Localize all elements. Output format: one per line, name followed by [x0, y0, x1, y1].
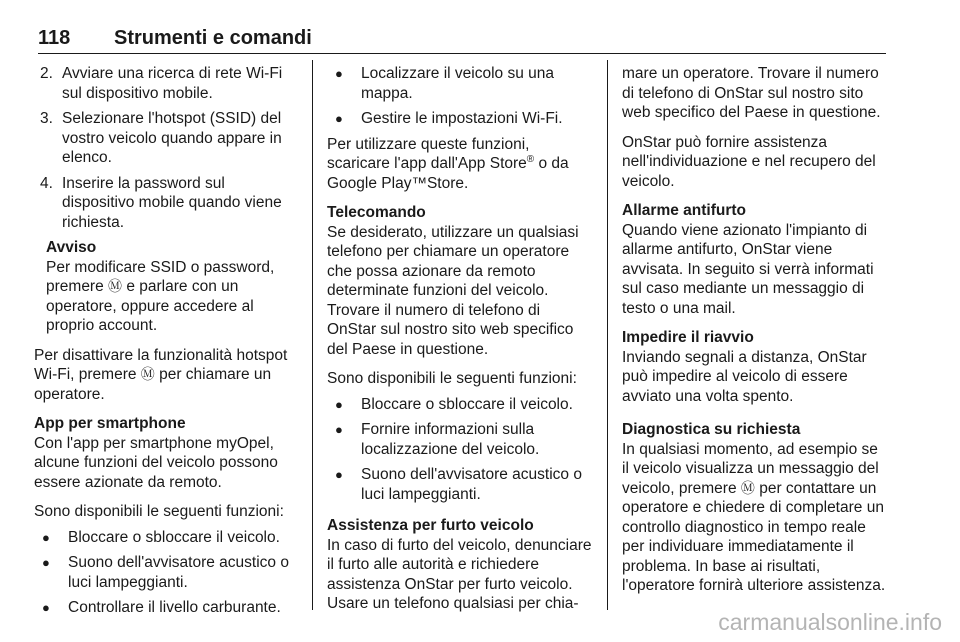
column-2 [327, 64, 593, 624]
onstar-service-icon: Ⓜ [140, 366, 155, 382]
bullet-icon: ● [335, 467, 343, 482]
column-1 [34, 64, 298, 624]
list-item: ● Localizzare il veicolo su una mappa. [335, 65, 554, 102]
section-title: Telecomando [327, 204, 426, 221]
paragraph: In caso di furto del veicolo, denunciare il furto alle autorità e richiedere assistenza OnStar per furto veicolo. Usare un telefono qualsiasi per chia- [327, 536, 592, 612]
list-intro: Sono disponibili le seguenti funzioni: [327, 370, 577, 387]
paragraph: Inviando segnali a distanza, OnStar può impedire al veicolo di essere avviato una volta spento. [622, 348, 867, 405]
bullet-icon: ● [335, 111, 343, 126]
bullet-icon: ● [42, 555, 50, 570]
section-title: App per smartphone [34, 415, 186, 432]
bullet-icon: ● [335, 396, 343, 412]
list-intro: Sono disponibili le seguenti funzioni: [34, 503, 284, 520]
step-item: 2. Avviare una ricerca di rete Wi-Fi sul dispositivo mobile. [40, 65, 283, 102]
list-item: ● Gestire le impostazioni Wi-Fi. [335, 110, 563, 127]
page-header [38, 27, 886, 54]
paragraph: In qualsiasi momento, ad esempio se il veicolo visualizza un messaggio del veicolo, premere Ⓜ per contattare un operatore e chiedere di completare un controllo diagnostico in tempo reale per individuare immediatamente il problema. In base ai risultati, l'operatore fornirà ulteriore assistenza. [622, 440, 886, 594]
note-title: Avviso [46, 239, 97, 256]
step-item: 3. Selezionare l'hotspot (SSID) del vostro veicolo quando appare in elenco. [40, 110, 282, 166]
paragraph: Con l'app per smartphone myOpel, alcune funzioni del veicolo possono essere azionate da remoto. [34, 434, 278, 491]
bullet-icon: ● [42, 529, 50, 545]
list-item: ● Bloccare o sbloccare il veicolo. [335, 395, 573, 413]
list-item: ● Fornire informazioni sulla localizzazione del veicolo. [335, 421, 540, 458]
list-item: ● Suono dell'avvisatore acustico o luci lampeggianti. [335, 466, 582, 503]
list-item: ● Suono dell'avvisatore acustico o luci lampeggianti. [42, 554, 289, 591]
column-divider [312, 60, 313, 610]
paragraph: OnStar può fornire assistenza nell'individuazione e nel recupero del veicolo. [622, 133, 876, 190]
paragraph: Per utilizzare queste funzioni, scaricare l'app dall'App Store® o da Google Play™Store. [327, 135, 569, 192]
paragraph: Quando viene azionato l'impianto di allarme antifurto, OnStar viene avvisata. In seguito si verrà informati sul caso mediante un messaggio di testo o una mail. [622, 221, 874, 317]
page-title: Strumenti e comandi [114, 27, 312, 49]
onstar-service-icon: Ⓜ [740, 479, 755, 496]
list-item: ● Bloccare o sbloccare il veicolo. [42, 528, 280, 546]
bullet-icon: ● [335, 66, 343, 81]
section-title: Allarme antifurto [622, 202, 747, 219]
list-item: ● Controllare il livello carburante. [42, 599, 281, 616]
bullet-icon: ● [42, 600, 50, 615]
paragraph: mare un operatore. Trovare il numero di telefono di OnStar sul nostro sito web specifico del Paese in questione. [622, 65, 881, 121]
bullet-icon: ● [335, 422, 343, 437]
section-title: Impedire il riavvio [622, 329, 754, 346]
paragraph: Se desiderato, utilizzare un qualsiasi telefono per chiamare un operatore che possa azionare da remoto determinate funzioni del veicolo. Trovare il numero di telefono di OnStar sul nostro sito web specifico del Paese in questione. [327, 223, 579, 358]
page-number: 118 [38, 27, 71, 49]
step-item: 4. Inserire la password sul dispositivo mobile quando viene richiesta. [40, 174, 282, 231]
column-3 [622, 64, 888, 606]
note-text: Per modificare SSID o password, premere Ⓜ e parlare con un operatore, oppure accedere al proprio account. [46, 258, 275, 334]
section-title: Assistenza per furto veicolo [327, 517, 534, 534]
note-box [34, 238, 298, 336]
column-divider [607, 60, 608, 610]
paragraph: Per disattivare la funzionalità hotspot Wi-Fi, premere Ⓜ per chiamare un operatore. [34, 346, 288, 403]
watermark: carmanualsonline.info [718, 609, 942, 635]
onstar-service-icon: Ⓜ [108, 278, 123, 294]
section-title: Diagnostica su richiesta [622, 421, 801, 438]
